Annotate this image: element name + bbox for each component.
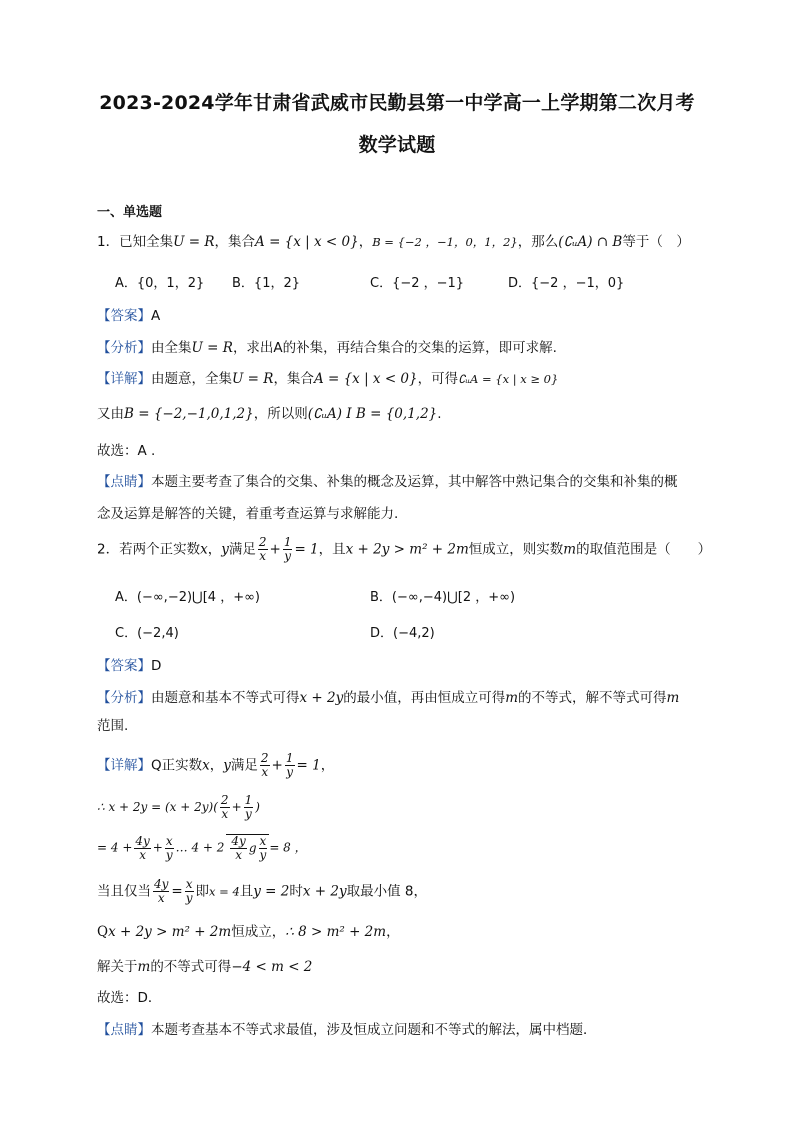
answer-tag: 【答案】 [97, 658, 151, 674]
q1-option-c: C．{−2 ，−1} [370, 276, 465, 291]
analysis-tag: 【分析】 [97, 690, 151, 706]
comment-tag: 【点睛】 [97, 474, 151, 490]
q2-analysis: 【分析】由题意和基本不等式可得x + 2y的最小值，再由恒成立可得m的不等式，解不等式可得m [97, 690, 680, 706]
analysis-tag: 【分析】 [97, 340, 151, 356]
q1-answer: 【答案】A [97, 308, 161, 324]
q1-choice: 故选：A . [97, 443, 156, 459]
fraction: $\frac{2}{x}$ [220, 793, 229, 821]
q1-option-b: B．{1，2} [232, 276, 301, 291]
comment-tag: 【点睛】 [97, 1022, 151, 1038]
q2-step-5: 解关于m的不等式可得−4 < m < 2 [97, 959, 313, 975]
answer-tag: 【答案】 [97, 308, 151, 324]
detail-tag: 【详解】 [97, 371, 151, 387]
q2-option-d: D．(−4,2) [370, 626, 435, 641]
detail-tag: 【详解】 [97, 757, 151, 774]
q2-option-a: A．(−∞,−2)⋃[4 ，+∞) [115, 590, 260, 605]
fraction: $\frac{2}{x}$ [258, 535, 267, 563]
q1-option-d: D．{−2 ，−1，0} [508, 276, 625, 291]
fraction: $\frac{2}{x}$ [260, 751, 269, 779]
q1-detail-2: 又由B = {−2,−1,0,1,2}，所以则(∁ᵤA) I B = {0,1,2}. [97, 406, 442, 422]
q1-comment: 【点睛】本题主要考查了集合的交集、补集的概念及运算，其中解答中熟记集合的交集和补集的概 [97, 474, 678, 490]
fraction: $\frac{4y}{x}$ [135, 833, 150, 862]
section-heading: 一、单选题 [97, 205, 163, 220]
fraction: $\frac{1}{y}$ [283, 535, 292, 563]
q2-step-4: Qx + 2y > m² + 2m恒成立，∴ 8 > m² + 2m， [97, 924, 400, 940]
q2-detail: 【详解】Q正实数x，y满足 $\frac{2}{x}$ + $\frac{1}{y}$ = 1， [97, 751, 335, 779]
q1-option-a: A．{0，1，2} [115, 276, 205, 291]
q2-step-3: 当且仅当 $\frac{4y}{x}$ = $\frac{x}{y}$ 即x = 4且y = 2时x + 2y取最小值 8， [97, 877, 428, 905]
page-title: 2023-2024学年甘肃省武威市民勤县第一中学高一上学期第二次月考 [99, 92, 695, 114]
q2-stem: 2．若两个正实数x，y满足 $\frac{2}{x}$ + $\frac{1}{y}$ = 1，且x + 2y > m² + 2m恒成立，则实数m的取值范围是（ ） [97, 535, 712, 563]
fraction: $\frac{1}{y}$ [285, 751, 294, 779]
q1-comment-2: 念及运算是解答的关键，着重考查运算与求解能力. [97, 506, 399, 522]
q2-step-1: ∴ x + 2y = (x + 2y)( $\frac{2}{x}$ + $\frac{1}{y}$ ) [97, 793, 260, 821]
q1-analysis: 【分析】由全集U = R，求出A的补集，再结合集合的交集的运算，即可求解. [97, 340, 557, 356]
q2-option-b: B．(−∞,−4)⋃[2 ，+∞) [370, 590, 516, 605]
q2-choice: 故选：D． [97, 990, 162, 1006]
fraction: $\frac{x}{y}$ [165, 833, 173, 862]
q2-analysis-2: 范围. [97, 718, 129, 734]
q2-comment: 【点睛】本题考查基本不等式求最值，涉及恒成立问题和不等式的解法，属中档题． [97, 1022, 597, 1038]
q2-option-c: C．(−2,4) [115, 626, 179, 641]
q2-step-2: = 4 + $\frac{4y}{x}$ + $\frac{x}{y}$ … 4 + 2 $\frac{4y}{x}$ g $\frac{x}{y}$ = 8 ， [97, 833, 307, 862]
fraction: $\frac{1}{y}$ [244, 793, 253, 821]
square-root: $\frac{4y}{x}$ g $\frac{x}{y}$ [226, 834, 269, 862]
page-subtitle: 数学试题 [358, 134, 436, 156]
q1-stem: 1．已知全集U = R，集合A = {x | x < 0}，B = {−2 ，−1，0，1，2}，那么(∁ᵤA) ∩ B等于（ ） [97, 234, 690, 250]
q1-detail: 【详解】由题意，全集U = R，集合A = {x | x < 0}，可得∁ᵤA = {x | x ≥ 0} [97, 371, 559, 387]
q2-answer: 【答案】D [97, 658, 162, 674]
fraction: $\frac{x}{y}$ [185, 877, 193, 905]
fraction: $\frac{4y}{x}$ [154, 877, 169, 905]
